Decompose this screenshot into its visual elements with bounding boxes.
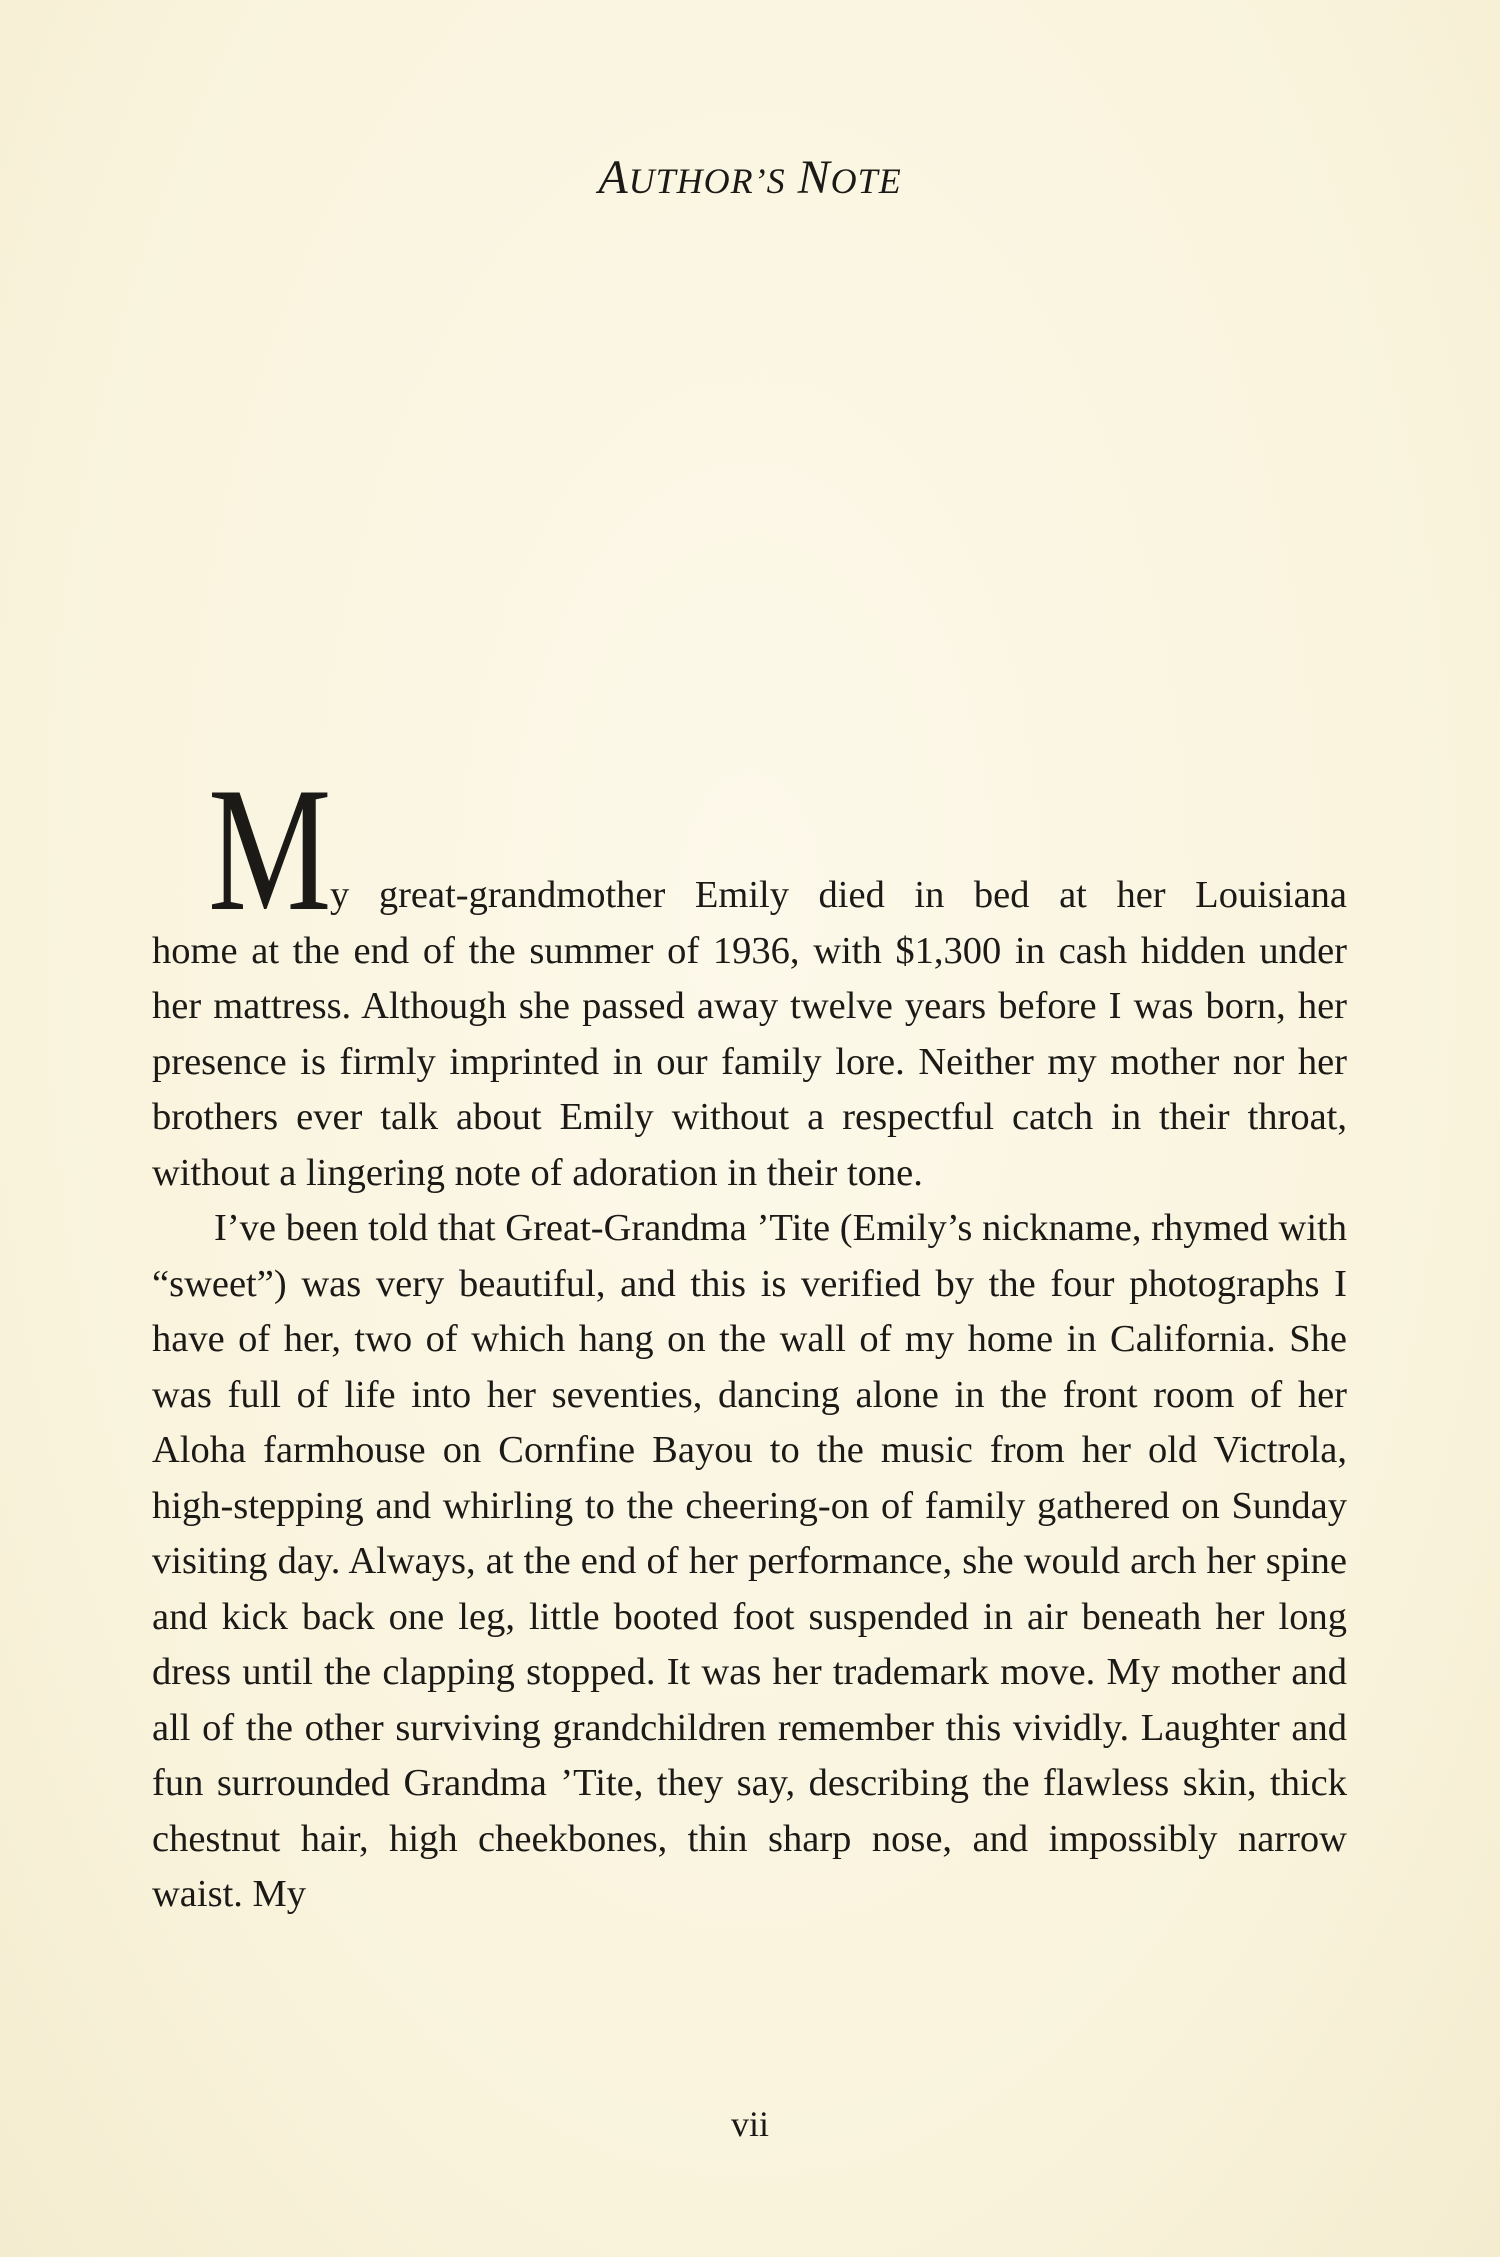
drop-cap: M — [208, 750, 332, 948]
heading-cap-a: A — [598, 151, 629, 204]
first-line: y great-grandmother Emily died in bed at her Louisiana — [330, 874, 1347, 916]
page-number: vii — [730, 2104, 769, 2144]
heading-smallcaps-ote: OTE — [830, 161, 902, 201]
heading-cap-n: N — [797, 151, 831, 204]
chapter-heading — [0, 150, 1500, 205]
paragraph-1-rest: home at the end of the summer of 1936, with $1,300 in cash hidden under her mattress. Although she passed away twelve years before I was born, her presence is firmly imprinted in our family lore. Neither my mother nor her brothers ever talk about Emily without a respectful catch in their throat, without a lingering note of adoration in their tone. — [152, 929, 1347, 1194]
body-text — [152, 924, 1347, 1923]
heading-smallcaps-s: ’S — [753, 161, 786, 201]
heading-smallcaps-uthor: UTHOR — [628, 161, 754, 201]
paragraph-2: I’ve been told that Great-Grandma ’Tite (Emily’s nickname, rhymed with “sweet”) was very beautiful, and this is verified by the four photographs I have of her, two of which hang on the wall of my home in California. She was full of life into her seventies, dancing alone in the front room of her Aloha farmhouse on Cornfine Bayou to the music from her old Victrola, high-stepping and whirling to the cheering-on of family gathered on Sunday visiting day. Always, at the end of her performance, she would arch her spine and kick back one leg, little booted foot suspended in air beneath her long dress until the clapping stopped. It was her trademark move. My mother and all of the other surviving grandchildren remember this vividly. Laughter and fun surrounded Grandma ’Tite, they say, describing the flawless skin, thick chestnut hair, high cheekbones, thin sharp nose, and impossibly narrow waist. My — [152, 1207, 1347, 1915]
